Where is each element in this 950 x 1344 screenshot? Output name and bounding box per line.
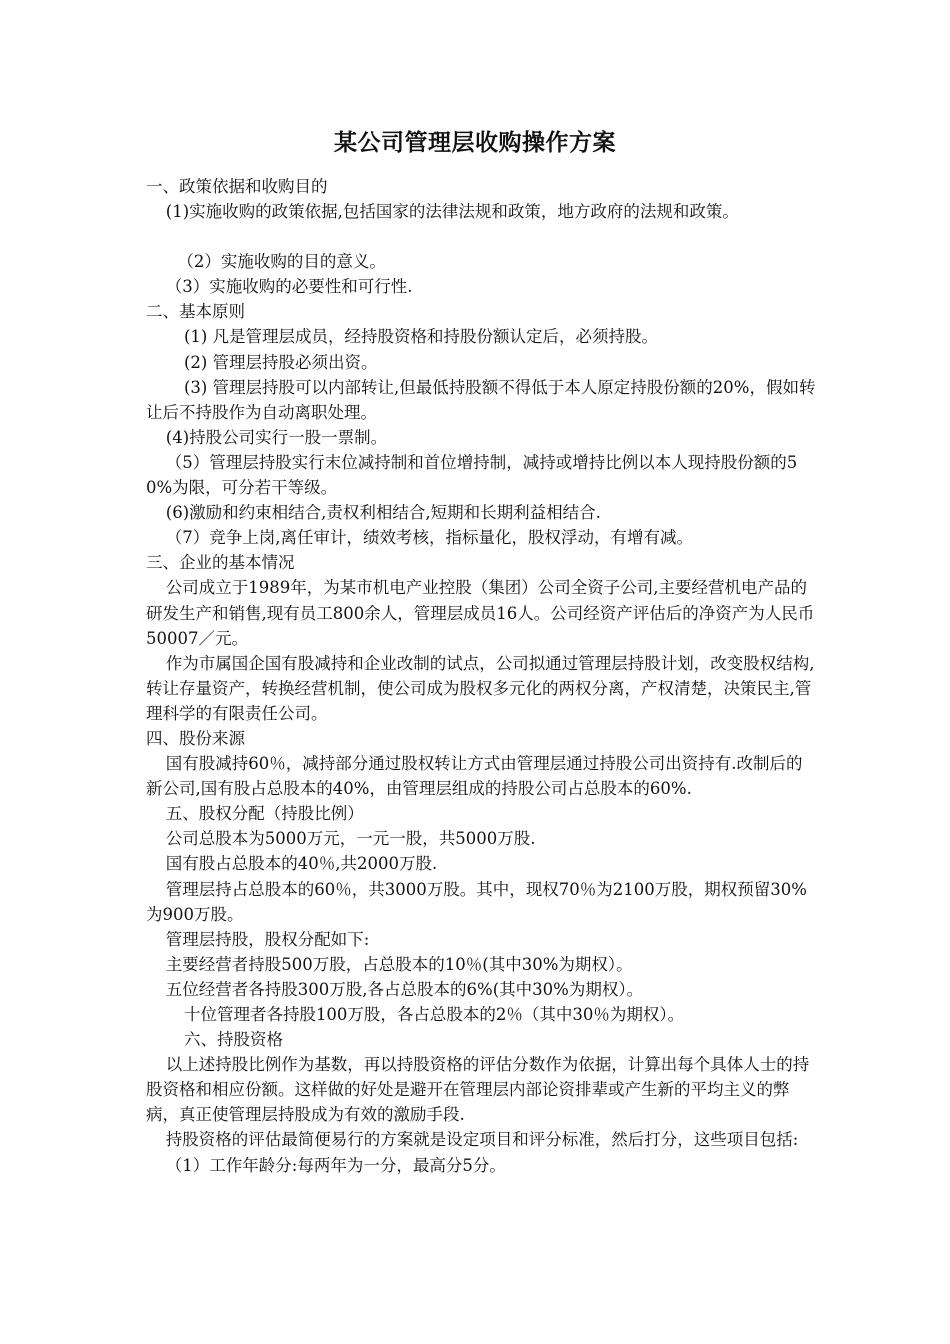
paragraph: 国有股减持60％，减持部分通过股权转让方式由管理层通过持股公司出资持有.改制后的新公司,国有股占总股本的40%，由管理层组成的持股公司占总股本的60%. <box>146 754 803 799</box>
paragraph: 国有股占总股本的40％,共2000万股. <box>165 854 438 874</box>
paragraph: 管理层持占总股本的60％，共3000万股。其中，现权70％为2100万股，期权预留30%为900万股。 <box>146 879 807 924</box>
paragraph: 以上述持股比例作为基数，再以持股资格的评估分数作为依据，计算出每个具体人士的持股资格和相应份额。这样做的好处是避开在管理层内部论资排辈或产生新的平均主义的弊病，真正使管理层持股成为有效的激励手段. <box>146 1055 810 1125</box>
paragraph: 五、股权分配（持股比例） <box>165 804 364 824</box>
paragraph-gap <box>146 224 816 249</box>
paragraph: (4)持股公司实行一股一票制。 <box>165 427 388 447</box>
document-title: 某公司管理层收购操作方案 <box>334 130 616 156</box>
paragraph: (2) 管理层持股必须出资。 <box>183 352 378 372</box>
paragraph: 六、持股资格 <box>183 1030 283 1050</box>
paragraph: 公司总股本为5000万元，一元一股，共5000万股. <box>165 829 536 849</box>
paragraph: (1) 凡是管理层成员，经持股资格和持股份额认定后，必须持股。 <box>183 327 659 347</box>
paragraph: 二、基本原则 <box>146 302 245 322</box>
paragraph: （1）工作年龄分:每两年为一分，最高分5分。 <box>165 1155 506 1175</box>
paragraph: (3) 管理层持股可以内部转让,但最低持股额不得低于本人原定持股份额的20%，假如转让后不持股作为自动离职处理。 <box>146 377 816 422</box>
paragraph: (6)激励和约束相结合,责权利相结合,短期和长期利益相结合. <box>165 503 601 523</box>
paragraph: 五位经营者各持股300万股,各占总股本的6%(其中30%为期权）。 <box>165 979 644 999</box>
paragraph: 一、政策依据和收购目的 <box>146 177 328 196</box>
paragraph: 三、企业的基本情况 <box>146 553 295 573</box>
paragraph: 持股资格的评估最简便易行的方案就是设定项目和评分标准，然后打分，这些项目包括: <box>165 1130 799 1150</box>
paragraph: (1)实施收购的政策依据,包括国家的法律法规和政策，地方政府的法规和政策。 <box>165 202 739 222</box>
paragraph: 主要经营者持股500万股，占总股本的10％(其中30%为期权）。 <box>165 954 633 974</box>
paragraph: （5）管理层持股实行末位减持制和首位增持制，减持或增持比例以本人现持股份额的50%为限，可分若干等级。 <box>146 452 798 498</box>
document-body <box>146 174 816 1178</box>
paragraph: 公司成立于1989年，为某市机电产业控股（集团）公司全资子公司,主要经营机电产品的研发生产和销售,现有员工800余人，管理层成员16人。公司经资产评估后的净资产为人民币50007／元。 <box>146 578 815 648</box>
paragraph: 作为市属国企国有股减持和企业改制的试点，公司拟通过管理层持股计划，改变股权结构,转让存量资产，转换经营机制，使公司成为股权多元化的两权分离，产权清楚，决策民主,管理科学的有限责任公司。 <box>146 653 815 723</box>
paragraph: （3）实施收购的必要性和可行性. <box>165 277 413 297</box>
paragraph: （2）实施收购的目的意义。 <box>177 252 386 272</box>
paragraph: 十位管理者各持股100万股，各占总股本的2％（其中30％为期权）。 <box>183 1005 685 1024</box>
paragraph: 四、股份来源 <box>146 728 245 748</box>
paragraph: 管理层持股，股权分配如下: <box>165 929 370 949</box>
paragraph: （7）竞争上岗,离任审计，绩效考核，指标量化，股权浮动，有增有减。 <box>165 528 694 548</box>
